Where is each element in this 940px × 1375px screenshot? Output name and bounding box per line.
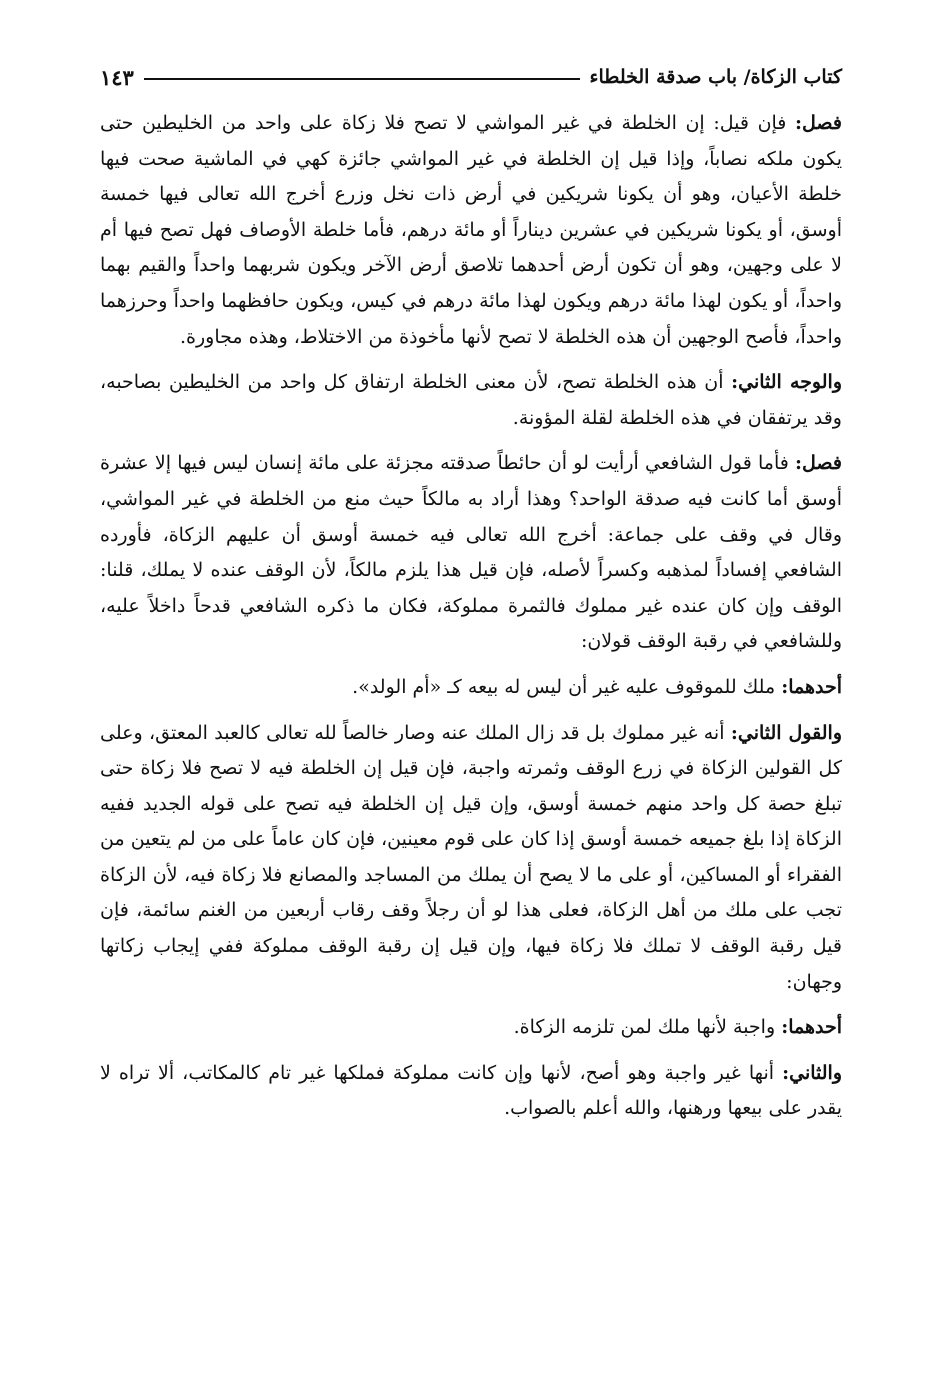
paragraph-lead: أحدهما: <box>781 1016 842 1039</box>
paragraph-lead: أحدهما: <box>781 675 842 698</box>
paragraph <box>100 106 842 355</box>
paragraph <box>100 1056 842 1127</box>
paragraph <box>100 1010 842 1046</box>
header-rule <box>144 78 580 80</box>
page-body <box>100 106 842 1127</box>
paragraph <box>100 716 842 1001</box>
paragraph-text: أن هذه الخلطة تصح، لأن معنى الخلطة ارتفاق كل واحد من الخليطين بصاحبه، وقد يرتفقان في هذه الخلطة لقلة المؤونة. <box>100 371 842 429</box>
paragraph <box>100 365 842 436</box>
paragraph-text: فإن قيل: إن الخلطة في غير المواشي لا تصح فلا زكاة على واحد من الخليطين حتى يكون ملكه نصاباً، وإذا قيل إن الخلطة في غير المواشي جائزة كهي في الماشية صحت فيها خلطة الأعيان، وهو أن يكونا شريكين في أرض ذات نخل وزرع أخرج الله تعالى فيها خمسة أوسق، أو يكونا شريكين في عشرين ديناراً أو مائة درهم، فأما خلطة الأوصاف فهل تصح فيها أم لا على وجهين، وهو أن تكون أرض أحدهما تلاصق أرض الآخر ويكون شربهما واحداً والقيم بهما واحداً، أو يكون لهذا مائة درهم ويكون لهذا مائة درهم في كيس، ويكون حافظهما واحداً وحرزهما واحداً، فأصح الوجهين أن هذه الخلطة لا تصح لأنها مأخوذة من الاختلاط، وهذه مجاورة. <box>100 112 842 348</box>
paragraph-text: أنها غير واجبة وهو أصح، لأنها وإن كانت مملوكة فملكها غير تام كالمكاتب، ألا تراه لا يقدر على بيعها ورهنها، والله أعلم بالصواب. <box>100 1061 842 1120</box>
running-header <box>100 60 842 94</box>
paragraph-lead: والثاني: <box>782 1061 842 1084</box>
paragraph-text: أنه غير مملوك بل قد زال الملك عنه وصار خالصاً لله تعالى كالعبد المعتق، وعلى كل القولين الزكاة في زرع الوقف وثمرته واجبة، فإن قيل إن الخلطة فيه لا تصح فلا زكاة حتى تبلغ حصة كل واحد منهم خمسة أوسق، وإن قيل إن الخلطة فيه تصح على قوله الجديد ففيه الزكاة إذا بلغ جميعه خمسة أوسق إذا كان على قوم معينين، فإن كان عاماً على من لم يتعين من الفقراء أو المساكين، أو على ما لا يصح أن يملك من المساجد والمصانع فلا زكاة فيه، لأن الزكاة تجب على ملك من أهل الزكاة، فعلى هذا لو أن رجلاً وقف رقاب أربعين من الغنم سائمة، فإن قيل رقبة الوقف لا تملك فلا زكاة فيها، وإن قيل إن رقبة الوقف مملوكة ففي إيجاب زكاتها وجهان: <box>100 721 842 993</box>
paragraph <box>100 670 842 706</box>
paragraph-lead: والقول الثاني: <box>730 721 842 744</box>
paragraph-text: فأما قول الشافعي أرأيت لو أن حائطاً صدقته مجزئة على مائة إنسان ليس فيها إلا عشرة أوسق أما كانت فيه صدقة الواحد؟ وهذا أراد به مالكاً حيث منع من الخلطة في غير المواشي، وقال في وقف على جماعة: أخرج الله تعالى فيه خمسة أوسق أن عليهم الزكاة، فأورده الشافعي إفساداً لمذهبه وكسراً لأصله، فإن قيل هذا يلزم مالكاً، لأن الوقف عنده لا يملك، قلنا: الوقف وإن كان عنده غير مملوك فالثمرة مملوكة، فكان ما ذكره الشافعي قدحاً داخلاً عليه، وللشافعي في رقبة الوقف قولان: <box>100 452 842 653</box>
paragraph-lead: والوجه الثاني: <box>731 371 842 394</box>
paragraph-text: ملك للموقوف عليه غير أن ليس له بيعه كـ «أم الولد». <box>352 675 782 698</box>
paragraph-text: واجبة لأنها ملك لمن تلزمه الزكاة. <box>513 1016 782 1039</box>
paragraph-lead: فصل: <box>795 112 842 134</box>
running-title: كتاب الزكاة/ باب صدقة الخلطاء <box>589 66 842 88</box>
page-number: ١٤٣ <box>100 64 134 90</box>
paragraph <box>100 446 842 660</box>
paragraph-lead: فصل: <box>795 452 842 475</box>
